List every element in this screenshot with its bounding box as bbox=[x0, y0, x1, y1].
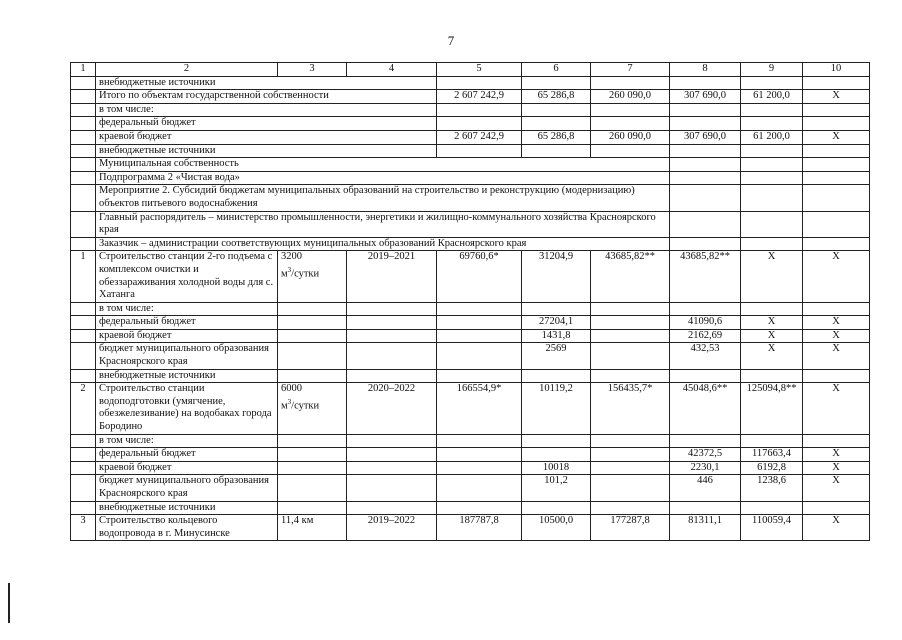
row-number-cell bbox=[71, 90, 96, 104]
header-row bbox=[71, 63, 870, 77]
value-cell: 110059,4 bbox=[741, 515, 803, 541]
table-row bbox=[71, 76, 870, 90]
table-cell bbox=[803, 76, 870, 90]
table-cell bbox=[437, 343, 522, 369]
row-number-cell bbox=[71, 343, 96, 369]
header-cell: 8 bbox=[670, 63, 741, 77]
table-row bbox=[71, 144, 870, 158]
value-cell: 177287,8 bbox=[591, 515, 670, 541]
table-cell bbox=[741, 144, 803, 158]
row-number-cell bbox=[71, 237, 96, 251]
margin-mark bbox=[8, 583, 10, 623]
table-cell bbox=[670, 185, 741, 211]
value-cell bbox=[670, 369, 741, 383]
row-number-cell bbox=[71, 316, 96, 330]
table-cell bbox=[347, 434, 437, 448]
value-cell bbox=[741, 302, 803, 316]
table-cell bbox=[591, 448, 670, 462]
table-cell bbox=[741, 211, 803, 237]
value-cell: 307 690,0 bbox=[670, 90, 741, 104]
table-row bbox=[71, 302, 870, 316]
table-row bbox=[71, 316, 870, 330]
value-cell: 6192,8 bbox=[741, 461, 803, 475]
table-row bbox=[71, 515, 870, 541]
table-cell bbox=[278, 302, 347, 316]
table-row bbox=[71, 329, 870, 343]
table-cell bbox=[803, 237, 870, 251]
table-row bbox=[71, 475, 870, 501]
value-cell: 61 200,0 bbox=[741, 90, 803, 104]
row-label: Итого по объектам государственной собственности bbox=[96, 90, 437, 104]
value-cell: 260 090,0 bbox=[591, 130, 670, 144]
table-row bbox=[71, 448, 870, 462]
value-cell bbox=[522, 434, 591, 448]
table-cell bbox=[278, 369, 347, 383]
table-cell bbox=[278, 343, 347, 369]
table-cell bbox=[437, 369, 522, 383]
value-cell: 10500,0 bbox=[522, 515, 591, 541]
value-cell bbox=[670, 501, 741, 515]
table-cell bbox=[522, 117, 591, 131]
header-cell: 4 bbox=[347, 63, 437, 77]
value-cell: X bbox=[803, 251, 870, 302]
value-cell bbox=[803, 369, 870, 383]
header-cell: 1 bbox=[71, 63, 96, 77]
value-cell: 432,53 bbox=[670, 343, 741, 369]
table-cell bbox=[437, 144, 522, 158]
value-cell: 2569 bbox=[522, 343, 591, 369]
value-cell: 10119,2 bbox=[522, 383, 591, 434]
table-cell bbox=[670, 171, 741, 185]
capacity-unit-suffix: /сутки bbox=[291, 400, 320, 412]
row-number-cell bbox=[71, 434, 96, 448]
header-cell: 5 bbox=[437, 63, 522, 77]
value-cell: X bbox=[803, 461, 870, 475]
value-cell bbox=[803, 501, 870, 515]
table-cell bbox=[437, 117, 522, 131]
capacity-unit: м bbox=[281, 268, 288, 280]
row-label: краевой бюджет bbox=[96, 130, 437, 144]
row-label: федеральный бюджет bbox=[96, 448, 278, 462]
value-cell: X bbox=[741, 329, 803, 343]
object-name: Строительство станции 2-го подъема с комплексом очистки и обеззараживания холодной воды для с. Хатанга bbox=[96, 251, 278, 302]
table-cell bbox=[591, 302, 670, 316]
header-cell: 6 bbox=[522, 63, 591, 77]
table-cell bbox=[591, 434, 670, 448]
value-cell: 27204,1 bbox=[522, 316, 591, 330]
table-cell bbox=[670, 144, 741, 158]
row-number-cell bbox=[71, 103, 96, 117]
table-cell bbox=[522, 103, 591, 117]
capacity-value: 11,4 км bbox=[281, 515, 314, 527]
value-cell bbox=[522, 448, 591, 462]
table-cell bbox=[741, 117, 803, 131]
table-cell bbox=[591, 76, 670, 90]
table-row bbox=[71, 185, 870, 211]
capacity-value: 6000 bbox=[281, 383, 302, 395]
table-cell bbox=[522, 76, 591, 90]
row-label: краевой бюджет bbox=[96, 329, 278, 343]
header-cell: 2 bbox=[96, 63, 278, 77]
table-cell bbox=[347, 329, 437, 343]
table-cell bbox=[591, 144, 670, 158]
value-cell: 446 bbox=[670, 475, 741, 501]
table-row bbox=[71, 211, 870, 237]
value-cell: 69760,6* bbox=[437, 251, 522, 302]
table-cell bbox=[670, 103, 741, 117]
table-cell bbox=[278, 434, 347, 448]
row-number-cell bbox=[71, 448, 96, 462]
value-cell: 125094,8** bbox=[741, 383, 803, 434]
table-cell bbox=[741, 237, 803, 251]
value-cell: 2 607 242,9 bbox=[437, 90, 522, 104]
row-number-cell bbox=[71, 369, 96, 383]
value-cell bbox=[522, 369, 591, 383]
capacity-value: 3200 bbox=[281, 251, 302, 263]
table-cell bbox=[803, 171, 870, 185]
table-cell bbox=[437, 76, 522, 90]
unit-exponent: 3 bbox=[287, 265, 292, 274]
table-row bbox=[71, 383, 870, 434]
table-cell bbox=[803, 211, 870, 237]
value-cell: X bbox=[803, 316, 870, 330]
table-row bbox=[71, 130, 870, 144]
row-label: внебюджетные источники bbox=[96, 76, 437, 90]
table-cell bbox=[803, 144, 870, 158]
row-label: федеральный бюджет bbox=[96, 117, 437, 131]
value-cell: X bbox=[741, 316, 803, 330]
row-number-cell bbox=[71, 461, 96, 475]
section-label: Подпрограмма 2 «Чистая вода» bbox=[96, 171, 670, 185]
header-cell: 3 bbox=[278, 63, 347, 77]
value-cell: 65 286,8 bbox=[522, 90, 591, 104]
row-number-cell bbox=[71, 501, 96, 515]
table-cell bbox=[591, 475, 670, 501]
section-label: Главный распорядитель – министерство промышленности, энергетики и жилищно-коммунального хозяйства Красноярского края bbox=[96, 211, 670, 237]
table-cell bbox=[347, 302, 437, 316]
row-number-cell bbox=[71, 144, 96, 158]
value-cell: 45048,6** bbox=[670, 383, 741, 434]
row-number-cell bbox=[71, 158, 96, 172]
value-cell: 156435,7* bbox=[591, 383, 670, 434]
section-label: Мероприятие 2. Субсидий бюджетам муниципальных образований на строительство и реконструкцию (модернизацию) объектов питьевого водоснабжения bbox=[96, 185, 670, 211]
row-label: в том числе: bbox=[96, 103, 437, 117]
table-row bbox=[71, 501, 870, 515]
value-cell: 41090,6 bbox=[670, 316, 741, 330]
table-cell bbox=[437, 501, 522, 515]
table-row bbox=[71, 343, 870, 369]
value-cell: 260 090,0 bbox=[591, 90, 670, 104]
value-cell: 2019–2021 bbox=[347, 251, 437, 302]
table-cell bbox=[437, 475, 522, 501]
table-cell bbox=[670, 237, 741, 251]
value-cell: 1431,8 bbox=[522, 329, 591, 343]
table-cell bbox=[347, 501, 437, 515]
table-row bbox=[71, 158, 870, 172]
table-row bbox=[71, 90, 870, 104]
value-cell: X bbox=[803, 90, 870, 104]
row-label: внебюджетные источники bbox=[96, 369, 278, 383]
table-cell bbox=[591, 316, 670, 330]
value-cell: X bbox=[803, 515, 870, 541]
object-name: Строительство кольцевого водопровода в г. Минусинске bbox=[96, 515, 278, 541]
value-cell: 65 286,8 bbox=[522, 130, 591, 144]
table-cell bbox=[437, 302, 522, 316]
table-cell bbox=[741, 185, 803, 211]
table-cell bbox=[347, 369, 437, 383]
table-cell bbox=[347, 448, 437, 462]
value-cell bbox=[803, 434, 870, 448]
table-cell bbox=[670, 76, 741, 90]
table-cell bbox=[437, 434, 522, 448]
value-cell bbox=[741, 369, 803, 383]
value-cell bbox=[670, 302, 741, 316]
value-cell: 10018 bbox=[522, 461, 591, 475]
table-cell bbox=[803, 117, 870, 131]
table-cell bbox=[278, 501, 347, 515]
value-cell bbox=[741, 434, 803, 448]
table-cell bbox=[278, 448, 347, 462]
value-cell: 61 200,0 bbox=[741, 130, 803, 144]
table-row bbox=[71, 237, 870, 251]
table-cell bbox=[437, 329, 522, 343]
table-cell bbox=[591, 501, 670, 515]
value-cell: 31204,9 bbox=[522, 251, 591, 302]
table-cell bbox=[591, 103, 670, 117]
row-number-cell bbox=[71, 185, 96, 211]
value-cell: 2019–2022 bbox=[347, 515, 437, 541]
table-cell bbox=[437, 448, 522, 462]
value-cell: 42372,5 bbox=[670, 448, 741, 462]
budget-table bbox=[70, 62, 870, 541]
table-cell bbox=[803, 158, 870, 172]
value-cell: 43685,82** bbox=[670, 251, 741, 302]
table-cell bbox=[591, 329, 670, 343]
page-number: 7 bbox=[447, 33, 455, 48]
table-cell bbox=[741, 171, 803, 185]
section-label: Муниципальная собственность bbox=[96, 158, 670, 172]
table-cell bbox=[741, 76, 803, 90]
table-cell bbox=[803, 103, 870, 117]
header-cell: 9 bbox=[741, 63, 803, 77]
section-label: Заказчик – администрации соответствующих муниципальных образований Красноярского края bbox=[96, 237, 670, 251]
row-number-cell bbox=[71, 302, 96, 316]
table-cell bbox=[437, 461, 522, 475]
row-label: федеральный бюджет bbox=[96, 316, 278, 330]
capacity-cell bbox=[278, 383, 347, 434]
row-number-cell bbox=[71, 76, 96, 90]
row-number-cell bbox=[71, 171, 96, 185]
table-cell bbox=[347, 461, 437, 475]
row-number-cell bbox=[71, 329, 96, 343]
value-cell: 307 690,0 bbox=[670, 130, 741, 144]
capacity-cell bbox=[278, 251, 347, 302]
row-number-cell bbox=[71, 130, 96, 144]
row-label: бюджет муниципального образования Красноярского края bbox=[96, 475, 278, 501]
table-row bbox=[71, 103, 870, 117]
object-name: Строительство станции водоподготовки (умягчение, обезжелезивание) на водобаках города Бородино bbox=[96, 383, 278, 434]
unit-exponent: 3 bbox=[287, 397, 292, 406]
value-cell bbox=[803, 302, 870, 316]
table-row bbox=[71, 117, 870, 131]
row-number: 2 bbox=[71, 383, 96, 434]
row-label: в том числе: bbox=[96, 434, 278, 448]
row-label: бюджет муниципального образования Красноярского края bbox=[96, 343, 278, 369]
capacity-unit: м bbox=[281, 400, 288, 412]
row-number-cell bbox=[71, 211, 96, 237]
table-cell bbox=[670, 211, 741, 237]
table-cell bbox=[670, 117, 741, 131]
value-cell: 2230,1 bbox=[670, 461, 741, 475]
value-cell: X bbox=[803, 130, 870, 144]
table-cell bbox=[591, 117, 670, 131]
value-cell bbox=[522, 501, 591, 515]
table-cell bbox=[591, 461, 670, 475]
value-cell: 43685,82** bbox=[591, 251, 670, 302]
row-label: в том числе: bbox=[96, 302, 278, 316]
value-cell: 101,2 bbox=[522, 475, 591, 501]
value-cell: 117663,4 bbox=[741, 448, 803, 462]
table-row bbox=[71, 251, 870, 302]
value-cell bbox=[741, 501, 803, 515]
table-cell bbox=[278, 329, 347, 343]
value-cell: 2 607 242,9 bbox=[437, 130, 522, 144]
table-row bbox=[71, 434, 870, 448]
value-cell: 166554,9* bbox=[437, 383, 522, 434]
value-cell: X bbox=[803, 343, 870, 369]
table-cell bbox=[278, 475, 347, 501]
value-cell bbox=[522, 302, 591, 316]
table-cell bbox=[741, 158, 803, 172]
value-cell: X bbox=[741, 343, 803, 369]
table-cell bbox=[741, 103, 803, 117]
value-cell: 2162,69 bbox=[670, 329, 741, 343]
value-cell bbox=[670, 434, 741, 448]
table-cell bbox=[437, 316, 522, 330]
table-cell bbox=[522, 144, 591, 158]
table-row bbox=[71, 461, 870, 475]
row-number-cell bbox=[71, 475, 96, 501]
row-label: внебюджетные источники bbox=[96, 501, 278, 515]
table-cell bbox=[347, 343, 437, 369]
row-number: 3 bbox=[71, 515, 96, 541]
table-cell bbox=[278, 316, 347, 330]
table-cell bbox=[591, 343, 670, 369]
value-cell: 81311,1 bbox=[670, 515, 741, 541]
table-cell bbox=[347, 316, 437, 330]
table-cell bbox=[437, 103, 522, 117]
table-cell bbox=[670, 158, 741, 172]
value-cell: X bbox=[803, 475, 870, 501]
table-cell bbox=[591, 369, 670, 383]
value-cell: X bbox=[803, 329, 870, 343]
row-label: внебюджетные источники bbox=[96, 144, 437, 158]
value-cell: 187787,8 bbox=[437, 515, 522, 541]
row-number: 1 bbox=[71, 251, 96, 302]
value-cell: 2020–2022 bbox=[347, 383, 437, 434]
capacity-unit-suffix: /сутки bbox=[291, 268, 320, 280]
header-cell: 10 bbox=[803, 63, 870, 77]
table-row bbox=[71, 369, 870, 383]
value-cell: X bbox=[803, 383, 870, 434]
value-cell: X bbox=[741, 251, 803, 302]
table-cell bbox=[278, 461, 347, 475]
header-cell: 7 bbox=[591, 63, 670, 77]
table-row bbox=[71, 171, 870, 185]
table-cell bbox=[347, 475, 437, 501]
table-cell bbox=[803, 185, 870, 211]
value-cell: 1238,6 bbox=[741, 475, 803, 501]
row-number-cell bbox=[71, 117, 96, 131]
capacity-cell bbox=[278, 515, 347, 541]
value-cell: X bbox=[803, 448, 870, 462]
row-label: краевой бюджет bbox=[96, 461, 278, 475]
